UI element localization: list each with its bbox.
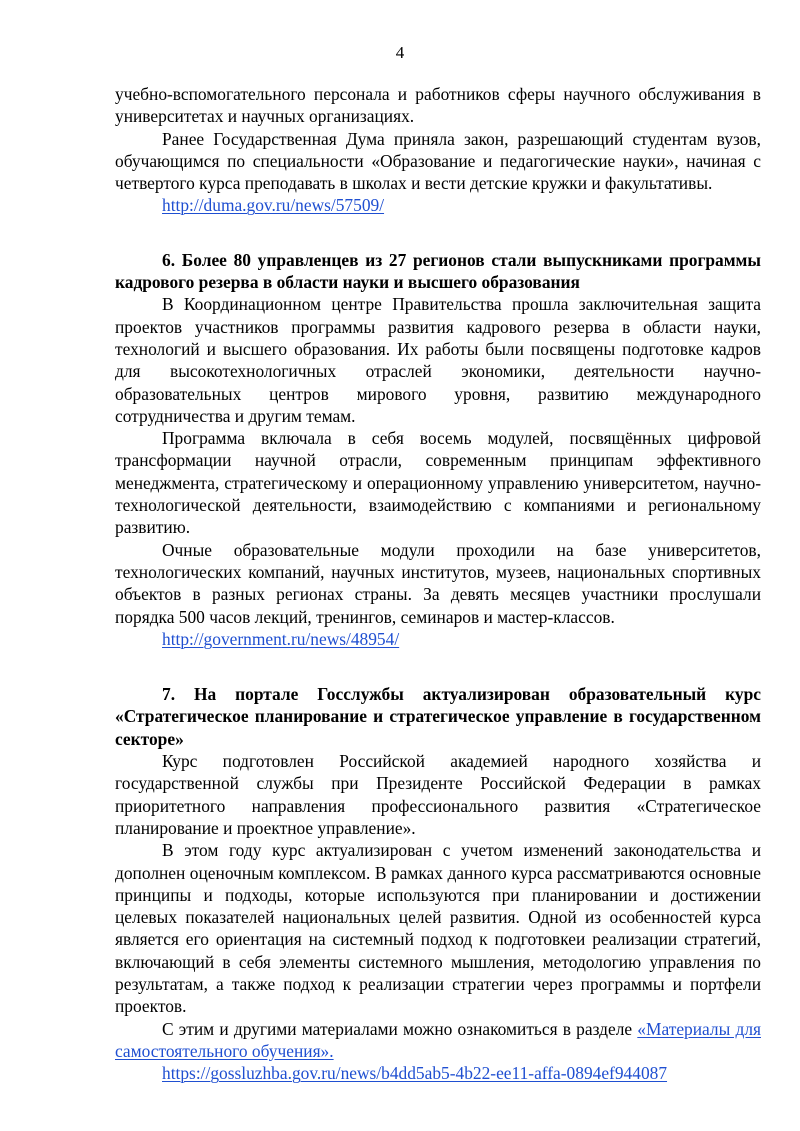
section-7-paragraph-1: Курс подготовлен Российской академией народного хозяйства и государственной службы при Президенте Российской Федерации в рамках приоритетного направления профессионального развития «Стратегическое планирование и проектное управление». xyxy=(115,751,761,838)
government-news-link[interactable]: http://government.ru/news/48954/ xyxy=(162,628,400,649)
section-6-number: 6. xyxy=(162,249,176,270)
section-7-closing-text: С этим и другими материалами можно ознакомиться в разделе xyxy=(162,1018,633,1039)
section-6-paragraph-3: Очные образовательные модули проходили на базе университетов, технологических компаний, научных институтов, музеев, национальных спортивных объектов в разных регионах страны. За девять месяцев участники прослушали порядка 500 часов лекций, тренингов, семинаров и мастер-классов. xyxy=(115,539,761,627)
section-7-heading xyxy=(115,683,761,750)
section-6-paragraph-1: В Координационном центре Правительства прошла заключительная защита проектов участников программы развития кадрового резерва в области науки, технологий и высшего образования. Их работы были посвящены подготовке кадров для высокотехнологичных отраслей экономики, деятельности научно-образовательных центров мирового уровня, развитию международного сотрудничества и другим темам. xyxy=(115,294,761,426)
page-number: 4 xyxy=(395,43,405,62)
intro-continuation: учебно-вспомогательного персонала и работников сферы научного обслуживания в университетах и научных организациях. xyxy=(115,84,761,127)
gossluzhba-news-link[interactable]: https://gossluzhba.gov.ru/news/b4dd5ab5-4b22-ee11-affa-0894ef944087 xyxy=(162,1063,668,1084)
section-spacer xyxy=(115,650,761,683)
section-6-title: Более 80 управленцев из 27 регионов стали выпускниками программы кадрового резерва в области науки и высшего образования xyxy=(115,249,761,293)
section-7-title: На портале Госслужбы актуализирован образовательный курс «Стратегическое планирование и стратегическое управление в государственном секторе» xyxy=(115,684,761,749)
section-spacer xyxy=(115,217,761,249)
duma-news-link[interactable]: http://duma.gov.ru/news/57509/ xyxy=(162,195,385,216)
section-7-closing-paragraph xyxy=(115,1018,761,1063)
section-7-paragraph-2: В этом году курс актуализирован с учетом изменений законодательства и дополнен оценочным комплексом. В рамках данного курса рассматриваются основные принципы и подходы, которые используются при планировании и достижении целевых показателей национальных целей развития. Одной из особенностей курса является его ориентация на системный подход к подготовкеи реализации стратегий, включающий в себя элементы системного мышления, методологию управления по результатам, а также подход к реализации стратегии через программы и портфели проектов. xyxy=(115,840,761,1017)
intro-paragraph: Ранее Государственная Дума приняла закон, разрешающий студентам вузов, обучающимся по специальности «Образование и педагогические науки», начиная с четвертого курса преподавать в школах и вести детские кружки и факультативы. xyxy=(115,128,761,194)
section-7-number: 7. xyxy=(162,684,176,705)
self-study-materials-link[interactable]: «Материалы для самостоятельного обучения». xyxy=(115,1018,761,1061)
document-body xyxy=(115,83,761,1084)
section-6-paragraph-2: Программа включала в себя восемь модулей, посвящённых цифровой трансформации научной отрасли, современным принципам эффективного менеджмента, стратегическому и операционному управлению университетом, научно-технологической деятельности, взаимодействию с компаниями и региональному развитию. xyxy=(115,428,761,538)
section-6-heading xyxy=(115,249,761,294)
